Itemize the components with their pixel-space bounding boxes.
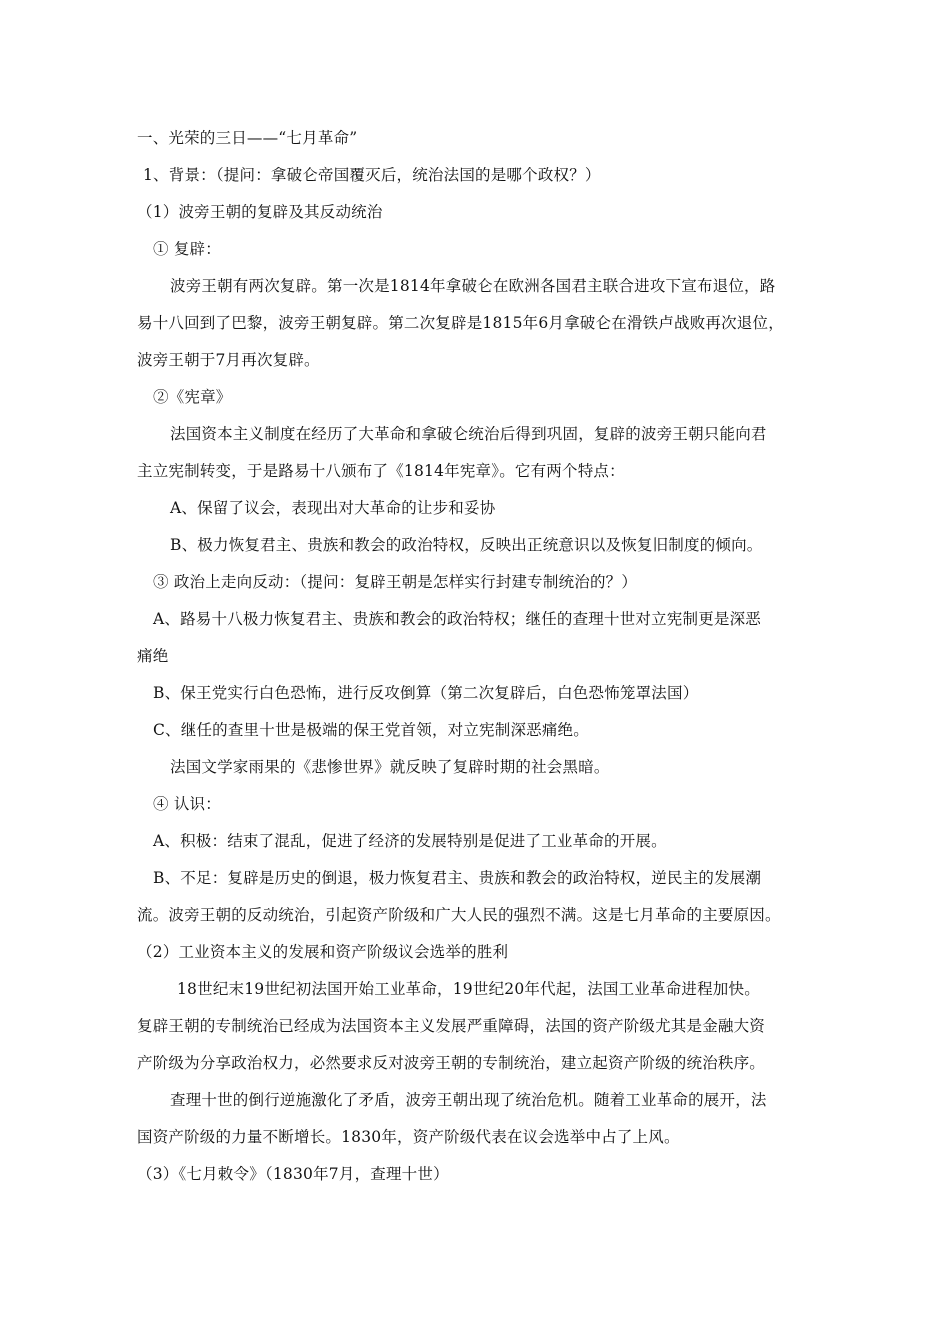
paragraph-line: 易十八回到了巴黎，波旁王朝复辟。第二次复辟是1815年6月拿破仑在滑铁卢战败再次退位， [137,314,784,332]
point-restoration: ① 复辟： [153,240,221,258]
list-item: A、积极：结束了混乱，促进了经济的发展特别是促进了工业革命的开展。 [153,832,667,850]
paragraph-line: 复辟王朝的专制统治已经成为法国资本主义发展严重障碍，法国的资产阶级尤其是金融大资 [137,1017,766,1035]
list-item-continued: 流。波旁王朝的反动统治，引起资产阶级和广大人民的强烈不满。这是七月革命的主要原因。 [137,906,781,924]
paragraph-line: 18世纪末19世纪初法国开始工业革命，19世纪20年代起，法国工业革命进程加快。 [177,980,760,998]
list-item: B、极力恢复君主、贵族和教会的政治特权，反映出正统意识以及恢复旧制度的倾向。 [170,536,763,554]
subheading-2: （2）工业资本主义的发展和资产阶级议会选举的胜利 [137,943,509,961]
subheading-background: 1、背景：（提问：拿破仑帝国覆灭后，统治法国的是哪个政权？） [143,166,601,184]
paragraph-line: 法国文学家雨果的《悲惨世界》就反映了复辟时期的社会黑暗。 [170,758,610,776]
subheading-3: （3）《七月敕令》（1830年7月，查理十世） [137,1165,449,1183]
list-item: C、继任的查里十世是极端的保王党首领，对立宪制深恶痛绝。 [153,721,589,739]
list-item: B、保王党实行白色恐怖，进行反攻倒算（第二次复辟后，白色恐怖笼罩法国） [153,684,699,702]
section-heading: 一、光荣的三日——“七月革命” [137,129,358,147]
paragraph-line: 国资产阶级的力量不断增长。1830年，资产阶级代表在议会选举中占了上风。 [137,1128,680,1146]
subheading-1: （1）波旁王朝的复辟及其反动统治 [137,203,383,221]
paragraph-line: 产阶级为分享政治权力，必然要求反对波旁王朝的专制统治，建立起资产阶级的统治秩序。 [137,1054,766,1072]
paragraph-line: 波旁王朝于7月再次复辟。 [137,351,320,369]
point-charter: ②《宪章》 [153,388,232,406]
list-item: B、不足：复辟是历史的倒退，极力恢复君主、贵族和教会的政治特权，逆民主的发展潮 [153,869,762,887]
point-reaction: ③ 政治上走向反动：（提问：复辟王朝是怎样实行封建专制统治的？） [153,573,638,591]
paragraph-line: 查理十世的倒行逆施激化了矛盾，波旁王朝出现了统治危机。随着工业革命的展开，法 [170,1091,767,1109]
list-item: A、保留了议会，表现出对大革命的让步和妥协 [170,499,496,517]
paragraph-line: 主立宪制转变，于是路易十八颁布了《1814年宪章》。它有两个特点： [137,462,625,480]
list-item: A、路易十八极力恢复君主、贵族和教会的政治特权；继任的查理十世对立宪制更是深恶 [153,610,761,628]
list-item-continued: 痛绝 [137,647,169,665]
point-understanding: ④ 认识： [153,795,221,813]
paragraph-line: 波旁王朝有两次复辟。第一次是1814年拿破仑在欧洲各国君主联合进攻下宣布退位，路 [170,277,776,295]
paragraph-line: 法国资本主义制度在经历了大革命和拿破仑统治后得到巩固，复辟的波旁王朝只能向君 [170,425,767,443]
